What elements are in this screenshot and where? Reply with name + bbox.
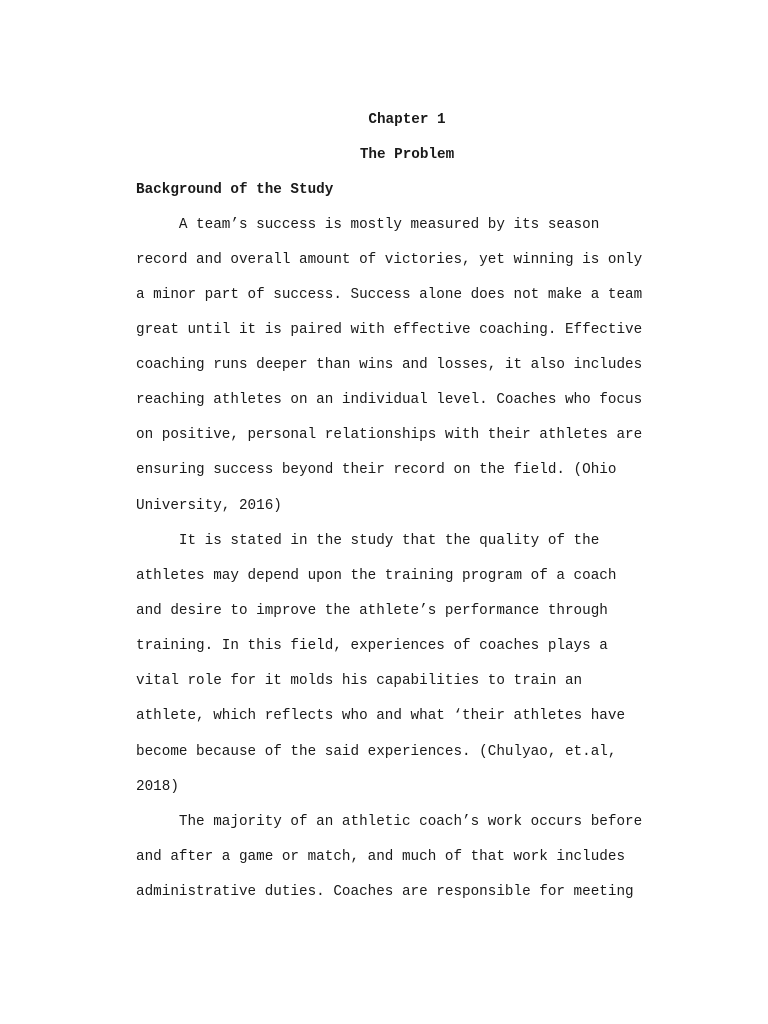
section-heading: Background of the Study — [136, 182, 334, 198]
text-line: coaching runs deeper than wins and losses, it also includes — [136, 357, 643, 373]
text-line: A team’s success is mostly measured by its season — [136, 217, 600, 233]
text-line: and desire to improve the athlete’s performance through — [136, 603, 608, 619]
text-line: a minor part of success. Success alone does not make a team — [136, 287, 643, 303]
text-line: It is stated in the study that the quality of the — [136, 533, 600, 549]
text-line: great until it is paired with effective coaching. Effective — [136, 322, 643, 338]
text-line: The majority of an athletic coach’s work occurs before — [136, 814, 643, 830]
text-line: reaching athletes on an individual level. Coaches who focus — [136, 392, 643, 408]
text-line: athlete, which reflects who and what ‘their athletes have — [136, 708, 626, 724]
text-line: vital role for it molds his capabilities to train an — [136, 673, 583, 689]
text-line: on positive, personal relationships with their athletes are — [136, 427, 643, 443]
text-line: and after a game or match, and much of that work includes — [136, 849, 626, 865]
text-line: athletes may depend upon the training program of a coach — [136, 568, 617, 584]
text-line: training. In this field, experiences of coaches plays a — [136, 638, 608, 654]
text-line: become because of the said experiences. (Chulyao, et.al, — [136, 744, 617, 760]
text-line: administrative duties. Coaches are responsible for meeting — [136, 884, 634, 900]
text-line: ensuring success beyond their record on the field. (Ohio — [136, 462, 617, 478]
chapter-title: The Problem — [359, 147, 455, 163]
text-line: 2018) — [136, 779, 179, 795]
chapter-label: Chapter 1 — [368, 112, 446, 128]
text-line: record and overall amount of victories, yet winning is only — [136, 252, 643, 268]
text-line: University, 2016) — [136, 498, 282, 514]
